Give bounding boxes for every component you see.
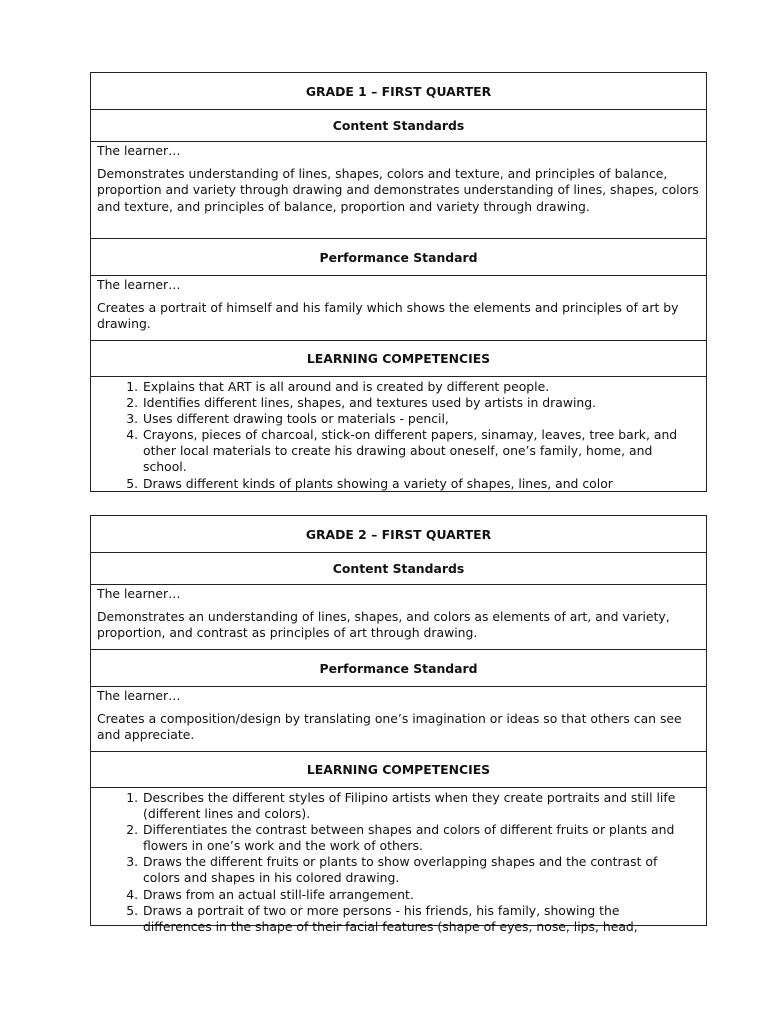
grade2-performance-lead: The learner… (97, 688, 181, 703)
grade2-performance-standard-heading: Performance Standard (91, 650, 706, 687)
list-item: 1. Explains that ART is all around and is created by different people. (142, 379, 688, 395)
grade1-content-text: Demonstrates understanding of lines, shapes, colors and texture, and principles of balance, proportion and variety through drawing and demonstrates understanding of lines, shapes, colors and texture, and principles of balance, proportion and variety through drawing. (97, 166, 699, 214)
grade1-performance-lead: The learner… (97, 277, 181, 292)
list-item: 4. Crayons, pieces of charcoal, stick-on different papers, sinamay, leaves, tree bark, and other local materials to create his drawing about oneself, one’s family, home, and school. (142, 427, 688, 475)
grade2-performance-standard-cell (91, 688, 706, 752)
grade1-learning-competencies-heading: LEARNING COMPETENCIES (91, 341, 706, 377)
grade2-content-standards-cell (91, 586, 706, 650)
list-item: 2. Identifies different lines, shapes, and textures used by artists in drawing. (142, 395, 688, 411)
list-item: 2. Differentiates the contrast between shapes and colors of different fruits or plants and flowers in one’s work and the work of others. (142, 822, 688, 854)
list-item: 5. Draws a portrait of two or more persons - his friends, his family, showing the differences in the shape of their facial features (shape of eyes, nose, lips, head, (142, 903, 688, 935)
grade2-competencies-cell (91, 788, 706, 935)
grade1-performance-standard-heading: Performance Standard (91, 239, 706, 276)
grade2-content-standards-heading: Content Standards (91, 553, 706, 585)
grade1-content-lead: The learner… (97, 143, 181, 158)
grade1-competencies-cell (91, 377, 706, 492)
list-item: 3. Uses different drawing tools or materials - pencil, (142, 411, 688, 427)
grade2-learning-competencies-heading: LEARNING COMPETENCIES (91, 752, 706, 788)
grade2-competencies-list (91, 790, 706, 935)
grade1-competencies-list (91, 379, 706, 492)
grade1-performance-standard-cell (91, 277, 706, 341)
grade2-performance-text: Creates a composition/design by translating one’s imagination or ideas so that others can see and appreciate. (97, 711, 682, 743)
list-item: 5. Draws different kinds of plants showing a variety of shapes, lines, and color (142, 476, 688, 492)
grade1-content-standards-cell (91, 143, 706, 239)
grade1-performance-text: Creates a portrait of himself and his family which shows the elements and principles of art by drawing. (97, 300, 679, 332)
grade2-content-text: Demonstrates an understanding of lines, shapes, and colors as elements of art, and variety, proportion, and contrast as principles of art through drawing. (97, 609, 670, 641)
grade2-content-lead: The learner… (97, 586, 181, 601)
list-item: 3. Draws the different fruits or plants to show overlapping shapes and the contrast of colors and shapes in his colored drawing. (142, 854, 688, 886)
grade1-table (90, 72, 707, 492)
grade2-title: GRADE 2 – FIRST QUARTER (91, 516, 706, 553)
list-item: 1. Describes the different styles of Filipino artists when they create portraits and still life (different lines and colors). (142, 790, 688, 822)
grade1-title: GRADE 1 – FIRST QUARTER (91, 73, 706, 110)
grade1-content-standards-heading: Content Standards (91, 110, 706, 142)
grade2-table (90, 515, 707, 934)
list-item: 4. Draws from an actual still-life arrangement. (142, 887, 688, 903)
